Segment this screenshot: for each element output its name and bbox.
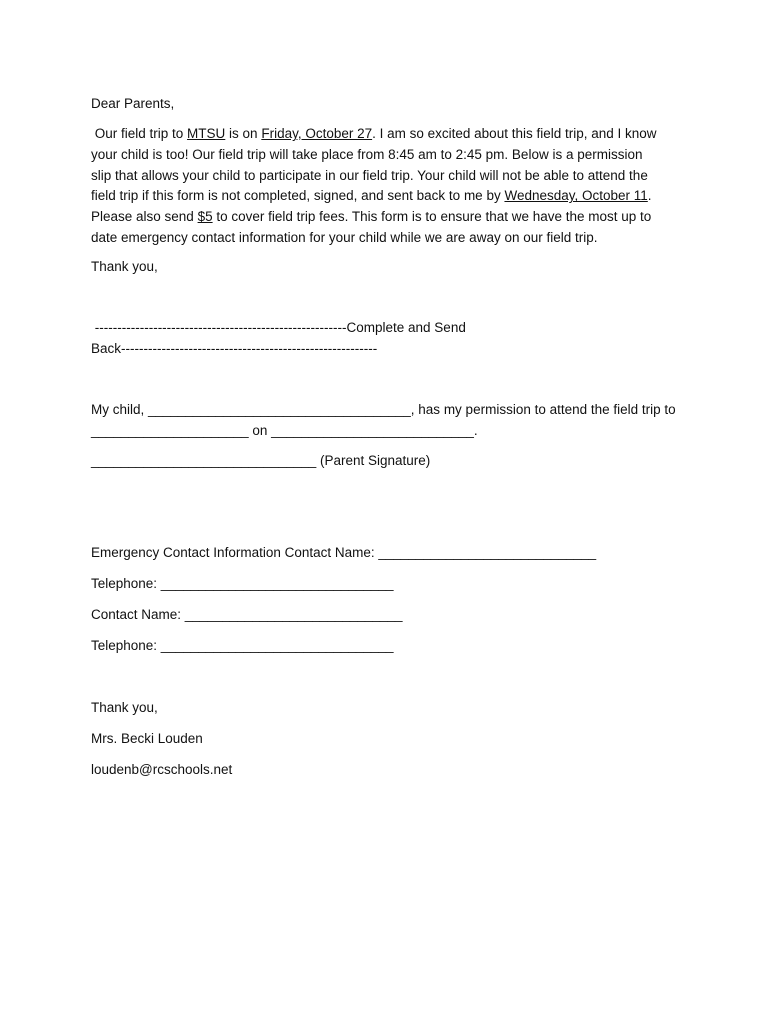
- letter-body: [91, 124, 681, 249]
- body-line-4: [91, 186, 681, 207]
- signer-email: loudenb@rcschools.net: [91, 762, 233, 777]
- cut-line-2: Back---------------------------------------------------------: [91, 341, 378, 356]
- body-text: is on: [225, 126, 262, 141]
- body-text: to cover field trip fees. This form is to ensure that we have the most up to: [212, 209, 652, 225]
- emergency-contact-name-1: Emergency Contact Information Contact Name: _____________________________: [91, 545, 597, 560]
- body-text: field trip if this form is not completed, signed, and sent back to me by: [91, 188, 505, 204]
- body-line-6: date emergency contact information for your child while we are away on our field trip.: [91, 229, 598, 245]
- cut-line-1: --------------------------------------------------------Complete and Send: [91, 320, 466, 335]
- body-line-2: your child is too! Our field trip will take place from 8:45 am to 2:45 pm. Below is a permission: [91, 146, 643, 162]
- emergency-contact-name-2: Contact Name: _____________________________: [91, 607, 403, 622]
- body-line-3: slip that allows your child to participate in our field trip. Your child will not be able to attend the: [91, 167, 648, 183]
- permission-line-1: My child, ___________________________________, has my permission to attend the field trip to: [91, 402, 676, 417]
- trip-fee: $5: [197, 209, 213, 225]
- body-text: Please also send: [91, 209, 198, 225]
- thank-you-1: Thank you,: [91, 259, 158, 274]
- body-text: . I am so excited about this field trip, and I know: [372, 126, 657, 141]
- permission-line-2: _____________________ on ___________________________.: [91, 423, 478, 438]
- trip-date: Friday, October 27: [261, 126, 373, 141]
- return-deadline: Wednesday, October 11: [504, 188, 648, 204]
- greeting: Dear Parents,: [91, 96, 175, 111]
- body-text: Our field trip to: [91, 126, 188, 141]
- parent-signature-line: ______________________________ (Parent Signature): [91, 453, 431, 468]
- signer-name: Mrs. Becki Louden: [91, 731, 203, 746]
- thank-you-2: Thank you,: [91, 700, 158, 715]
- emergency-telephone-2: Telephone: _______________________________: [91, 638, 394, 653]
- body-text: .: [647, 188, 652, 204]
- body-line-1: [91, 124, 681, 145]
- body-line-5: [91, 207, 681, 228]
- location-mtsu: MTSU: [187, 126, 226, 141]
- emergency-telephone-1: Telephone: _______________________________: [91, 576, 394, 591]
